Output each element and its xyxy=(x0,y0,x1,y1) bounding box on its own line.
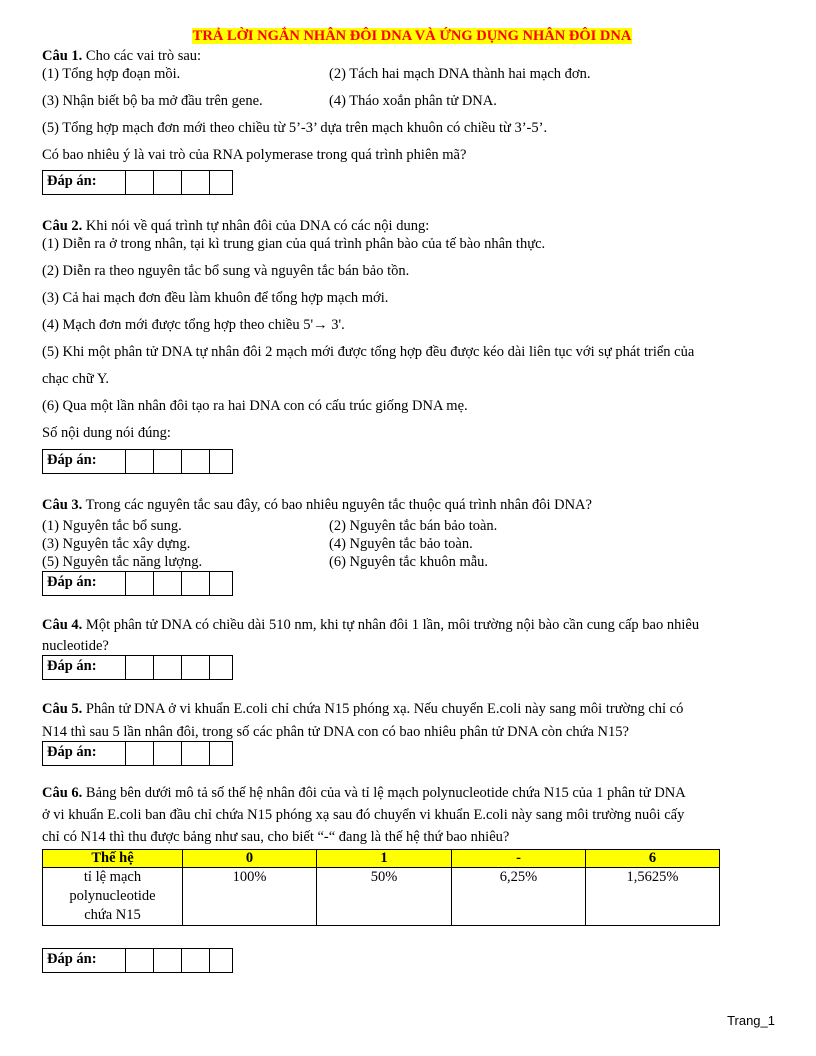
header-gen-unknown: - xyxy=(452,850,586,868)
answer-cell[interactable] xyxy=(154,450,182,474)
q2-stem-text: Khi nói về quá trình tự nhân đôi của DNA có các nội dung: xyxy=(82,218,430,234)
answer-cell[interactable] xyxy=(126,171,154,195)
answer-cell[interactable] xyxy=(154,572,182,596)
header-gen-1: 1 xyxy=(317,850,452,868)
q2-statement-4: (4) Mạch đơn mới được tổng hợp theo chiều 5'→ 3'. xyxy=(42,317,345,333)
q1-options-row-2 xyxy=(42,92,782,110)
q4-answer-box xyxy=(42,655,233,680)
q3-options-row-1 xyxy=(42,517,782,535)
q6-stem-cont-1: ở vi khuẩn E.coli ban đầu chỉ chứa N15 phóng xạ sau đó chuyển vi khuẩn E.coli này sang môi trường nuôi cấy xyxy=(42,807,685,823)
answer-label: Đáp án: xyxy=(43,949,126,973)
answer-cell[interactable] xyxy=(210,656,233,680)
answer-cell[interactable] xyxy=(182,450,210,474)
q1-stem xyxy=(42,47,782,65)
q6-label: Câu 6. xyxy=(42,785,83,801)
q3-option-6: (6) Nguyên tắc khuôn mẫu. xyxy=(329,554,489,570)
worksheet xyxy=(42,28,782,973)
q1-answer-box xyxy=(42,170,233,195)
q1-option-5: (5) Tổng hợp mạch đơn mới theo chiều từ 5’-3’ dựa trên mạch khuôn có chiều từ 3’-5’. xyxy=(42,120,548,136)
table-row xyxy=(43,868,720,926)
q1-label: Câu 1. xyxy=(42,48,83,64)
q1-options-row-1 xyxy=(42,65,782,83)
q3-options-row-3 xyxy=(42,553,782,571)
answer-cell[interactable] xyxy=(126,572,154,596)
value-gen-0: 100% xyxy=(183,868,317,926)
page-number: Trang_1 xyxy=(727,1013,775,1028)
q2-statement-1: (1) Diễn ra ở trong nhân, tại kì trung gian của quá trình phân bào của tế bào nhân thực. xyxy=(42,236,546,252)
answer-cell[interactable] xyxy=(182,742,210,766)
answer-cell[interactable] xyxy=(210,572,233,596)
row-label-line-1: tỉ lệ mạch xyxy=(83,869,142,885)
value-gen-6: 1,5625% xyxy=(586,868,720,926)
q5-stem xyxy=(42,700,782,718)
q3-option-3: (3) Nguyên tắc xây dựng. xyxy=(42,536,191,552)
answer-cell[interactable] xyxy=(126,949,154,973)
q2-statement-5: (5) Khi một phân tử DNA tự nhân đôi 2 mạch mới được tổng hợp đều được kéo dài liên tục với sự phát triển của xyxy=(42,344,695,360)
q4-stem-text: Một phân tử DNA có chiều dài 510 nm, khi tự nhân đôi 1 lần, môi trường nội bào cần cung cấp bao nhiêu xyxy=(82,617,700,633)
answer-cell[interactable] xyxy=(154,656,182,680)
q1-option-3: (3) Nhận biết bộ ba mở đầu trên gene. xyxy=(42,93,263,109)
answer-cell[interactable] xyxy=(154,949,182,973)
q6-answer-box xyxy=(42,948,233,973)
answer-cell[interactable] xyxy=(182,949,210,973)
answer-cell[interactable] xyxy=(182,656,210,680)
q5-stem-text: Phân tử DNA ở vi khuẩn E.coli chỉ chứa N15 phóng xạ. Nếu chuyển E.coli này sang môi trường chỉ có xyxy=(82,701,684,717)
answer-cell[interactable] xyxy=(126,656,154,680)
row-label-line-2: polynucleotide xyxy=(69,888,156,904)
header-gen-6: 6 xyxy=(586,850,720,868)
row-label xyxy=(43,868,183,926)
q3-option-1: (1) Nguyên tắc bổ sung. xyxy=(42,518,182,534)
value-gen-unknown: 6,25% xyxy=(452,868,586,926)
q3-label: Câu 3. xyxy=(42,497,83,513)
q1-option-4: (4) Tháo xoắn phân tử DNA. xyxy=(329,93,497,109)
answer-cell[interactable] xyxy=(210,742,233,766)
answer-cell[interactable] xyxy=(210,450,233,474)
q3-stem-text: Trong các nguyên tắc sau đây, có bao nhiêu nguyên tắc thuộc quá trình nhân đôi DNA? xyxy=(82,497,592,513)
q3-options-row-2 xyxy=(42,535,782,553)
answer-cell[interactable] xyxy=(210,949,233,973)
header-gen-0: 0 xyxy=(183,850,317,868)
generation-table xyxy=(42,849,720,926)
q3-option-2: (2) Nguyên tắc bán bảo toàn. xyxy=(329,518,498,534)
q3-stem xyxy=(42,496,782,514)
q5-answer-box xyxy=(42,741,233,766)
q5-label: Câu 5. xyxy=(42,701,83,717)
generation-table-header xyxy=(43,850,720,868)
answer-cell[interactable] xyxy=(210,171,233,195)
answer-label: Đáp án: xyxy=(43,450,126,474)
answer-label: Đáp án: xyxy=(43,742,126,766)
q3-option-4: (4) Nguyên tắc bảo toàn. xyxy=(329,536,473,552)
answer-label: Đáp án: xyxy=(43,572,126,596)
q2-question: Số nội dung nói đúng: xyxy=(42,425,171,441)
q3-option-5: (5) Nguyên tắc năng lượng. xyxy=(42,554,203,570)
q6-stem xyxy=(42,784,782,802)
q2-answer-box xyxy=(42,449,233,474)
answer-label: Đáp án: xyxy=(43,656,126,680)
answer-label: Đáp án: xyxy=(43,171,126,195)
answer-cell[interactable] xyxy=(154,171,182,195)
q2-statement-3: (3) Cả hai mạch đơn đều làm khuôn để tổng hợp mạch mới. xyxy=(42,290,389,306)
q1-option-2: (2) Tách hai mạch DNA thành hai mạch đơn. xyxy=(329,66,591,82)
page-title: TRẢ LỜI NGẮN NHÂN ĐÔI DNA VÀ ỨNG DỤNG NHÂN ĐÔI DNA xyxy=(192,28,632,44)
q2-statement-5-cont: chạc chữ Y. xyxy=(42,371,110,387)
q4-label: Câu 4. xyxy=(42,617,83,633)
q4-stem xyxy=(42,616,782,634)
value-gen-1: 50% xyxy=(317,868,452,926)
answer-cell[interactable] xyxy=(154,742,182,766)
q6-stem-text: Bảng bên dưới mô tả số thế hệ nhân đôi của và tỉ lệ mạch polynucleotide chứa N15 của 1 phân tử DNA xyxy=(82,785,686,801)
q2-stem xyxy=(42,217,782,235)
answer-cell[interactable] xyxy=(126,450,154,474)
q2-statement-2: (2) Diễn ra theo nguyên tắc bổ sung và nguyên tắc bán bảo tồn. xyxy=(42,263,410,279)
q2-statement-6: (6) Qua một lần nhân đôi tạo ra hai DNA con có cấu trúc giống DNA mẹ. xyxy=(42,398,468,414)
q1-option-1: (1) Tổng hợp đoạn mồi. xyxy=(42,66,181,82)
answer-cell[interactable] xyxy=(182,171,210,195)
answer-cell[interactable] xyxy=(126,742,154,766)
q3-answer-box xyxy=(42,571,233,596)
q1-stem-text: Cho các vai trò sau: xyxy=(82,48,202,64)
q1-question: Có bao nhiêu ý là vai trò của RNA polymerase trong quá trình phiên mã? xyxy=(42,147,467,163)
answer-cell[interactable] xyxy=(182,572,210,596)
header-generation: Thế hệ xyxy=(43,850,183,868)
q4-stem-cont: nucleotide? xyxy=(42,638,109,654)
title-wrap xyxy=(42,28,782,45)
q5-stem-cont: N14 thì sau 5 lần nhân đôi, trong số các phân tử DNA con có bao nhiêu phân tử DNA còn chứa N15? xyxy=(42,724,629,740)
q2-label: Câu 2. xyxy=(42,218,83,234)
q6-stem-cont-2: chỉ có N14 thì thu được bảng như sau, cho biết “-“ đang là thế hệ thứ bao nhiêu? xyxy=(42,829,510,845)
row-label-line-3: chứa N15 xyxy=(84,907,141,923)
